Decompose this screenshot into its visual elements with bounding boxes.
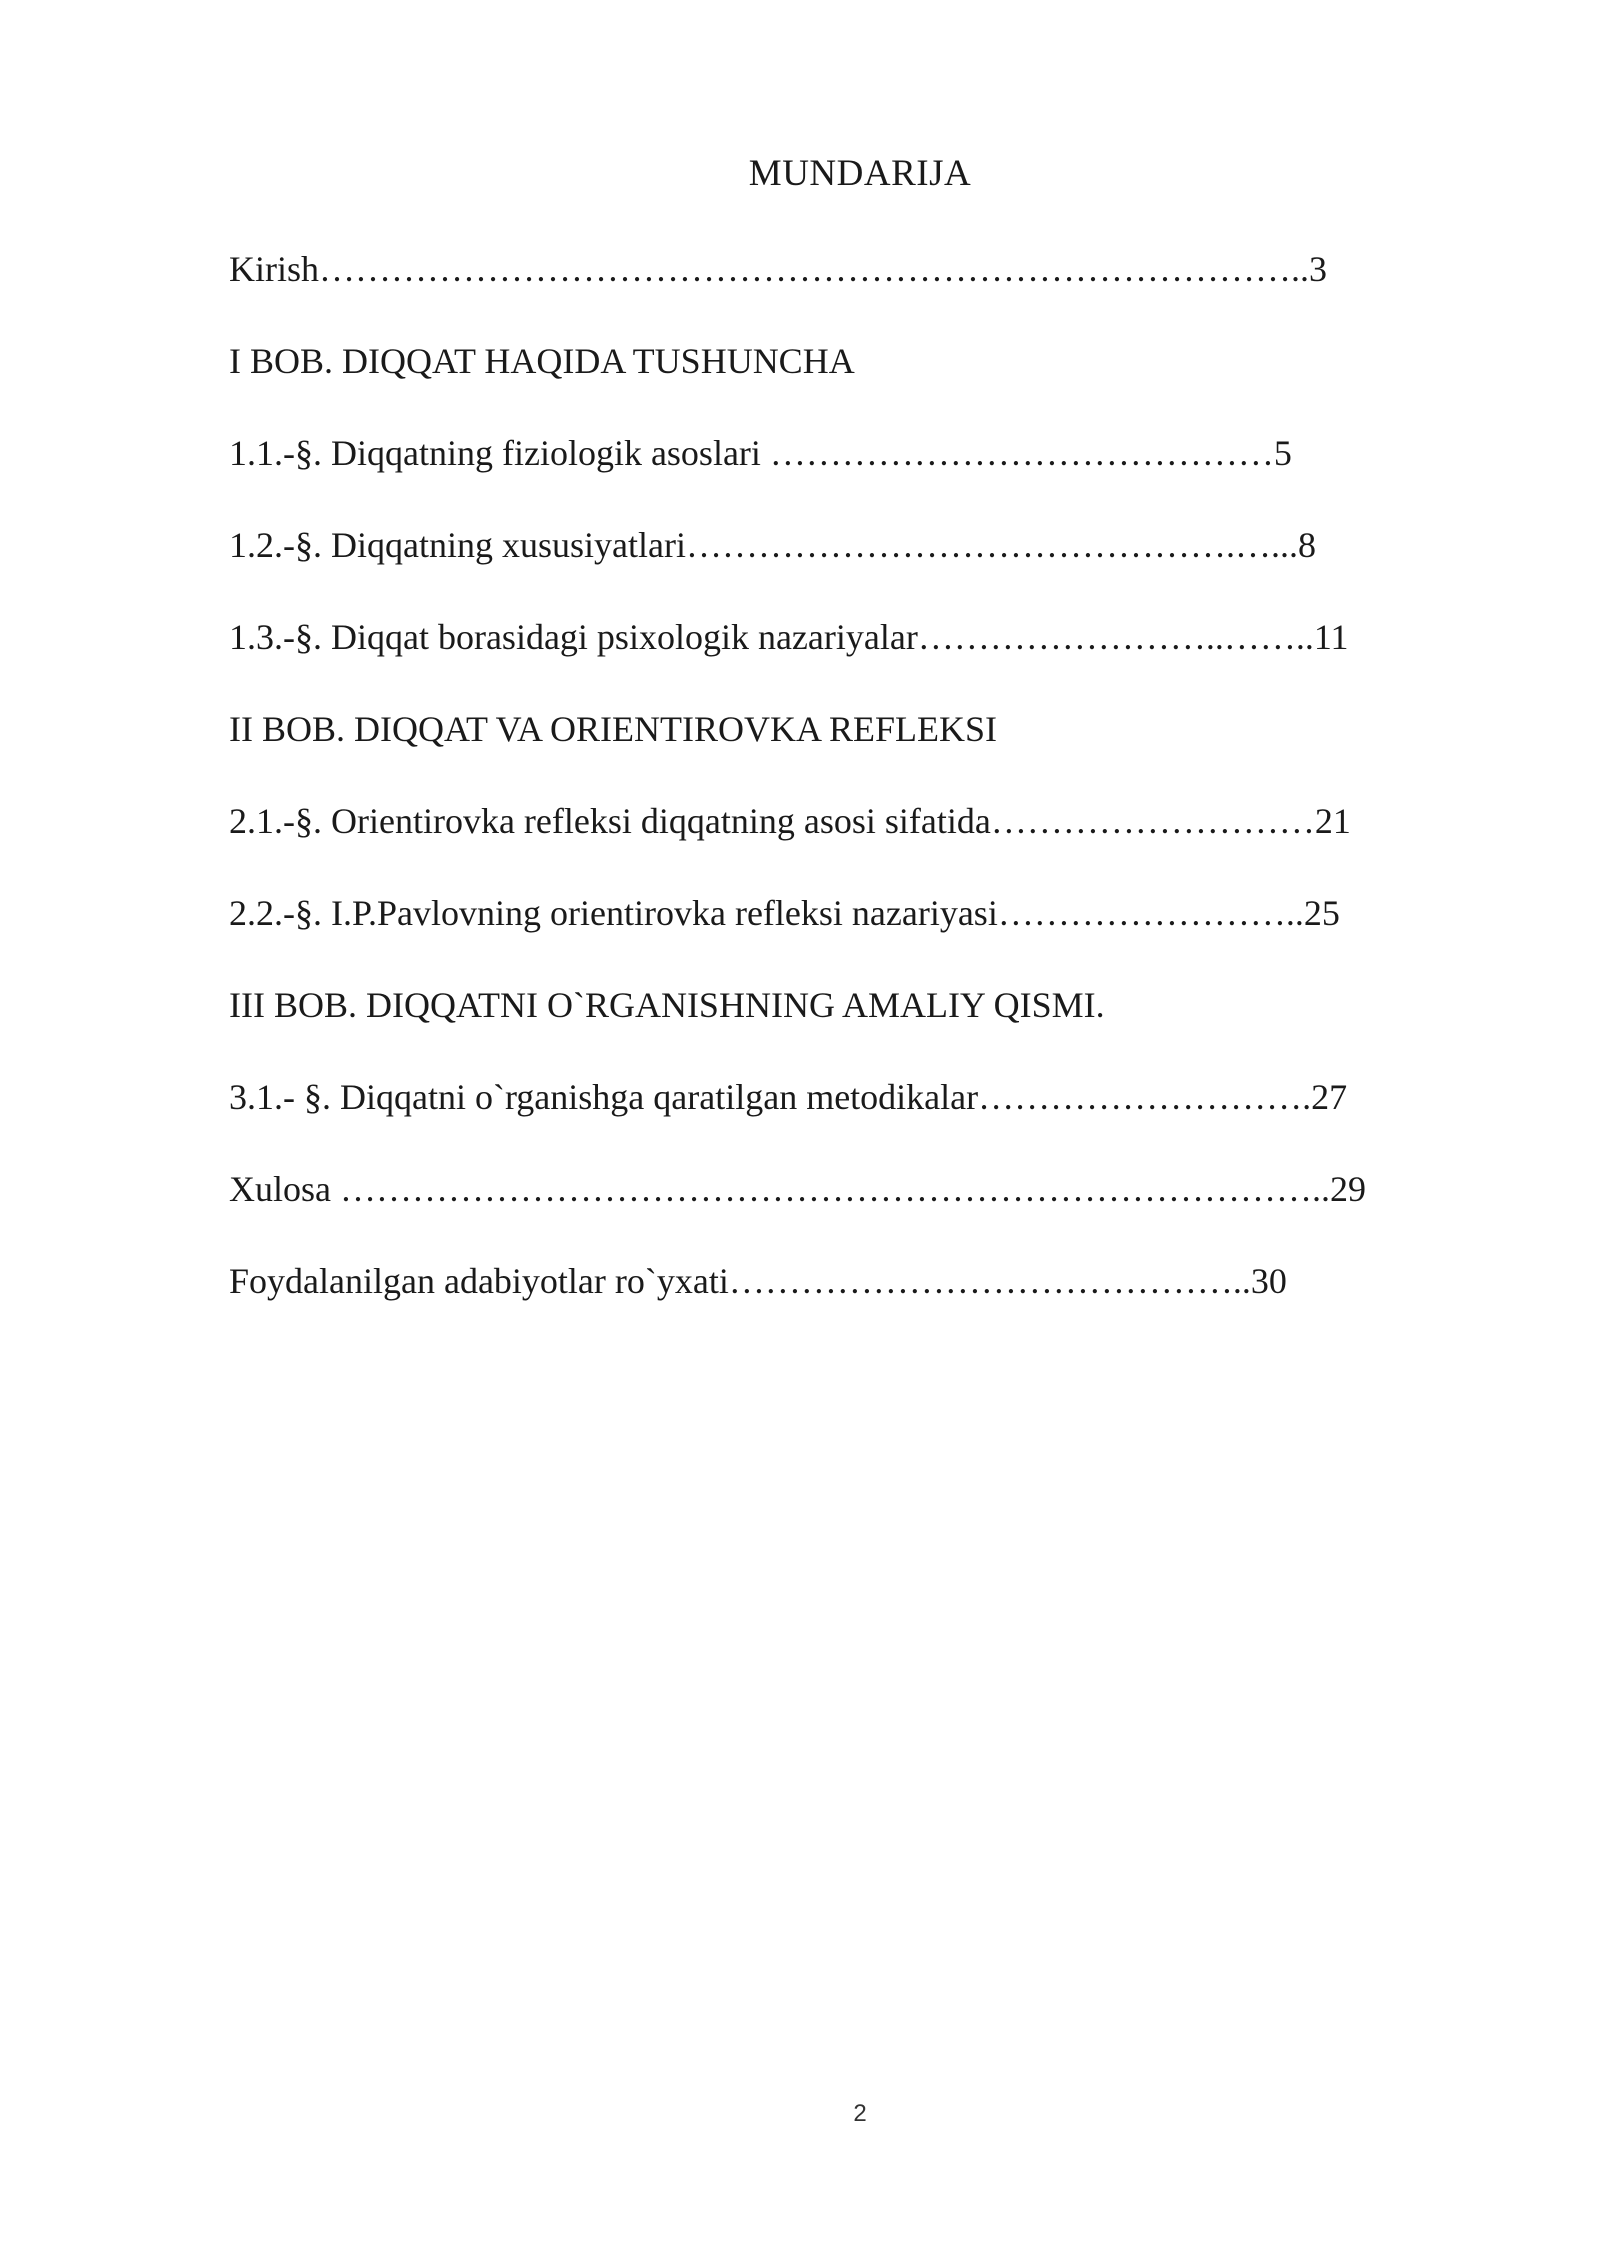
toc-chapter-3-heading: III BOB. DIQQATNI O`RGANISHNING AMALIY QISMI. [229, 985, 1105, 1025]
toc-entry-1-1: 1.1.-§. Diqqatning fiziologik asoslari ……………………………………5 [229, 433, 1292, 473]
toc-entry-1-3: 1.3.-§. Diqqat borasidagi psixologik nazariyalar……………………..……..11 [229, 617, 1349, 657]
toc-entry-introduction: Kirish………………………………………………………………………..3 [229, 249, 1327, 289]
toc-chapter-1-heading: I BOB. DIQQAT HAQIDA TUSHUNCHA [229, 341, 855, 381]
toc-entry-conclusion: Xulosa ………………………………………………………………………..29 [229, 1169, 1366, 1209]
toc-chapter-2-heading: II BOB. DIQQAT VA ORIENTIROVKA REFLEKSI [229, 709, 998, 749]
toc-entry-3-1: 3.1.- §. Diqqatni o`rganishga qaratilgan metodikalar……………………….27 [229, 1077, 1348, 1117]
page-title: MUNDARIJA [748, 153, 972, 194]
page-number: 2 [853, 2100, 867, 2127]
table-of-contents [229, 244, 1529, 1348]
toc-entry-2-1: 2.1.-§. Orientirovka refleksi diqqatning asosi sifatida………………………21 [229, 801, 1351, 841]
toc-entry-references: Foydalanilgan adabiyotlar ro`yxati……………………………………..30 [229, 1261, 1287, 1301]
toc-entry-2-2: 2.2.-§. I.P.Pavlovning orientirovka refleksi nazariyasi……………………..25 [229, 893, 1340, 933]
toc-entry-1-2: 1.2.-§. Diqqatning xususiyatlari……………………………………….…...8 [229, 525, 1316, 565]
